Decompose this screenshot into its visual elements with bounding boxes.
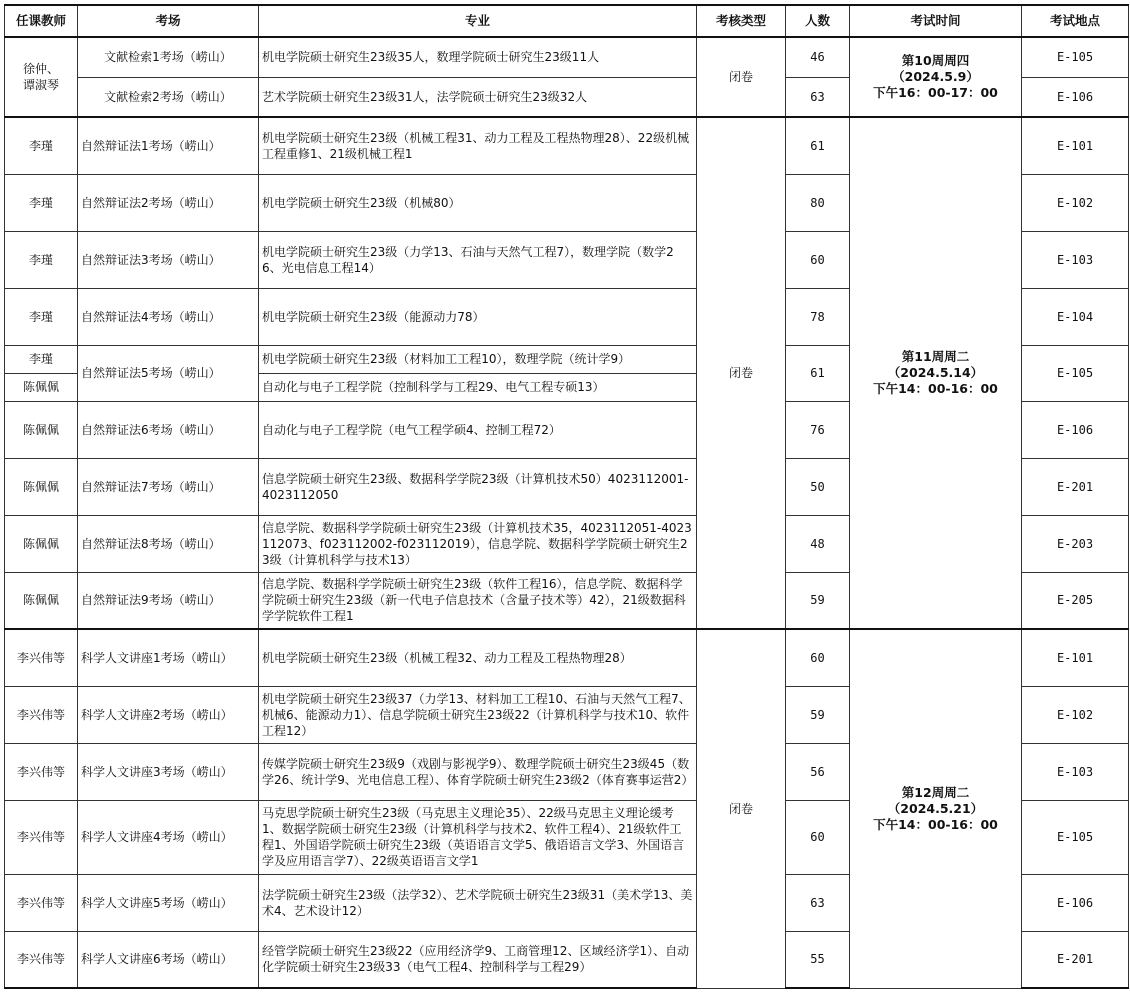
exam-type-cell: 闭卷: [697, 37, 786, 117]
major-cell: 机电学院硕士研究生23级35人，数理学院硕士研究生23级11人: [259, 37, 697, 77]
location-cell: E-205: [1022, 572, 1129, 629]
room-cell: 科学人文讲座2考场（崂山）: [78, 686, 259, 743]
major-cell: 机电学院硕士研究生23级（能源动力78）: [259, 288, 697, 345]
location-cell: E-103: [1022, 743, 1129, 800]
location-cell: E-201: [1022, 931, 1129, 988]
teacher-cell: 李瑾: [5, 231, 78, 288]
header-major: 专业: [259, 5, 697, 37]
major-cell: 机电学院硕士研究生23级（力学13、石油与天然气工程7），数理学院（数学26、光电信息工程14）: [259, 231, 697, 288]
count-cell: 76: [786, 401, 850, 458]
major-cell: 自动化与电子工程学院（控制科学与工程29、电气工程专硕13）: [259, 373, 697, 401]
major-cell: 机电学院硕士研究生23级（机械工程32、动力工程及工程热物理28）: [259, 629, 697, 686]
major-cell: 机电学院硕士研究生23级（材料加工工程10），数理学院（统计学9）: [259, 345, 697, 373]
location-cell: E-103: [1022, 231, 1129, 288]
header-row: [5, 5, 1129, 37]
table-row: [5, 629, 1129, 686]
table-row: [5, 117, 1129, 174]
exam-schedule-sheet: [4, 4, 1129, 989]
header-teacher: 任课教师: [5, 5, 78, 37]
location-cell: E-201: [1022, 458, 1129, 515]
teacher-cell: 李兴伟等: [5, 931, 78, 988]
teacher-cell: 李兴伟等: [5, 800, 78, 874]
teacher-cell: 李瑾: [5, 117, 78, 174]
room-cell: 自然辩证法3考场（崂山）: [78, 231, 259, 288]
major-cell: 传媒学院硕士研究生23级9（戏剧与影视学9）、数理学院硕士研究生23级45（数学26、统计学9、光电信息工程）、体育学院硕士研究生23级2（体育赛事运营2）: [259, 743, 697, 800]
location-cell: E-101: [1022, 629, 1129, 686]
teacher-cell: 李瑾: [5, 345, 78, 373]
exam-time-cell: 第11周周二 （2024.5.14） 下午14：00-16：00: [850, 117, 1022, 629]
major-cell: 自动化与电子工程学院（电气工程学硕4、控制工程72）: [259, 401, 697, 458]
exam-type-cell: 闭卷: [697, 117, 786, 629]
location-cell: E-105: [1022, 37, 1129, 77]
teacher-cell: 李瑾: [5, 288, 78, 345]
count-cell: 60: [786, 629, 850, 686]
table-row: [5, 37, 1129, 77]
location-cell: E-106: [1022, 874, 1129, 931]
count-cell: 61: [786, 117, 850, 174]
count-cell: 60: [786, 231, 850, 288]
count-cell: 46: [786, 37, 850, 77]
exam-schedule-table: [4, 4, 1129, 989]
room-cell: 文献检索2考场（崂山）: [78, 77, 259, 117]
room-cell: 自然辩证法2考场（崂山）: [78, 174, 259, 231]
room-cell: 自然辩证法6考场（崂山）: [78, 401, 259, 458]
location-cell: E-102: [1022, 686, 1129, 743]
teacher-cell: 徐仲、 谭淑琴: [5, 37, 78, 117]
major-cell: 艺术学院硕士研究生23级31人，法学院硕士研究生23级32人: [259, 77, 697, 117]
room-cell: 科学人文讲座1考场（崂山）: [78, 629, 259, 686]
major-cell: 经管学院硕士研究生23级22（应用经济学9、工商管理12、区域经济学1）、自动化学院硕士研究生23级33（电气工程4、控制科学与工程29）: [259, 931, 697, 988]
teacher-cell: 李兴伟等: [5, 686, 78, 743]
exam-type-cell: 闭卷: [697, 629, 786, 988]
count-cell: 59: [786, 572, 850, 629]
major-cell: 机电学院硕士研究生23级（机械80）: [259, 174, 697, 231]
count-cell: 63: [786, 874, 850, 931]
major-cell: 信息学院、数据科学学院硕士研究生23级（计算机技术35，4023112051-4023112073、f023112002-f023112019），信息学院、数据科学学院硕士研究生23级（计算机科学与技术13）: [259, 515, 697, 572]
count-cell: 63: [786, 77, 850, 117]
exam-time-cell: 第10周周四 （2024.5.9） 下午16：00-17：00: [850, 37, 1022, 117]
teacher-cell: 李兴伟等: [5, 743, 78, 800]
major-cell: 信息学院硕士研究生23级、数据科学学院23级（计算机技术50）4023112001-4023112050: [259, 458, 697, 515]
header-count: 人数: [786, 5, 850, 37]
exam-time-cell: 第12周周二 （2024.5.21） 下午14：00-16：00: [850, 629, 1022, 988]
location-cell: E-101: [1022, 117, 1129, 174]
room-cell: 文献检索1考场（崂山）: [78, 37, 259, 77]
room-cell: 科学人文讲座5考场（崂山）: [78, 874, 259, 931]
teacher-cell: 李瑾: [5, 174, 78, 231]
teacher-cell: 李兴伟等: [5, 874, 78, 931]
major-cell: 马克思学院硕士研究生23级（马克思主义理论35）、22级马克思主义理论缓考1、数据学院硕士研究生23级（计算机科学与技术2、软件工程4）、21级软件工程1、外国语学院硕士研究生23级（英语语言文学5、俄语语言文学3、外国语言学及应用语言学7）、22级英语语言文学1: [259, 800, 697, 874]
count-cell: 56: [786, 743, 850, 800]
major-cell: 机电学院硕士研究生23级37（力学13、材料加工工程10、石油与天然气工程7、机械6、能源动力1）、信息学院硕士研究生23级22（计算机科学与技术10、软件工程12）: [259, 686, 697, 743]
count-cell: 80: [786, 174, 850, 231]
count-cell: 60: [786, 800, 850, 874]
location-cell: E-105: [1022, 800, 1129, 874]
room-cell: 自然辩证法1考场（崂山）: [78, 117, 259, 174]
count-cell: 61: [786, 345, 850, 401]
room-cell: 自然辩证法4考场（崂山）: [78, 288, 259, 345]
count-cell: 78: [786, 288, 850, 345]
teacher-cell: 陈佩佩: [5, 401, 78, 458]
header-room: 考场: [78, 5, 259, 37]
major-cell: 信息学院、数据科学学院硕士研究生23级（软件工程16），信息学院、数据科学学院硕士研究生23级（新一代电子信息技术（含量子技术等）42），21级数据科学学院软件工程1: [259, 572, 697, 629]
header-exam-type: 考核类型: [697, 5, 786, 37]
room-cell: 自然辩证法9考场（崂山）: [78, 572, 259, 629]
room-cell: 科学人文讲座4考场（崂山）: [78, 800, 259, 874]
location-cell: E-104: [1022, 288, 1129, 345]
count-cell: 55: [786, 931, 850, 988]
location-cell: E-203: [1022, 515, 1129, 572]
header-location: 考试地点: [1022, 5, 1129, 37]
teacher-cell: 陈佩佩: [5, 373, 78, 401]
header-exam-time: 考试时间: [850, 5, 1022, 37]
room-cell: 自然辩证法8考场（崂山）: [78, 515, 259, 572]
room-cell: 自然辩证法7考场（崂山）: [78, 458, 259, 515]
location-cell: E-106: [1022, 77, 1129, 117]
room-cell: 科学人文讲座6考场（崂山）: [78, 931, 259, 988]
location-cell: E-106: [1022, 401, 1129, 458]
room-cell: 科学人文讲座3考场（崂山）: [78, 743, 259, 800]
location-cell: E-102: [1022, 174, 1129, 231]
room-cell: 自然辩证法5考场（崂山）: [78, 345, 259, 401]
teacher-cell: 李兴伟等: [5, 629, 78, 686]
count-cell: 50: [786, 458, 850, 515]
major-cell: 法学院硕士研究生23级（法学32）、艺术学院硕士研究生23级31（美术学13、美术4、艺术设计12）: [259, 874, 697, 931]
teacher-cell: 陈佩佩: [5, 458, 78, 515]
count-cell: 59: [786, 686, 850, 743]
teacher-cell: 陈佩佩: [5, 515, 78, 572]
major-cell: 机电学院硕士研究生23级（机械工程31、动力工程及工程热物理28）、22级机械工程重修1、21级机械工程1: [259, 117, 697, 174]
count-cell: 48: [786, 515, 850, 572]
location-cell: E-105: [1022, 345, 1129, 401]
teacher-cell: 陈佩佩: [5, 572, 78, 629]
